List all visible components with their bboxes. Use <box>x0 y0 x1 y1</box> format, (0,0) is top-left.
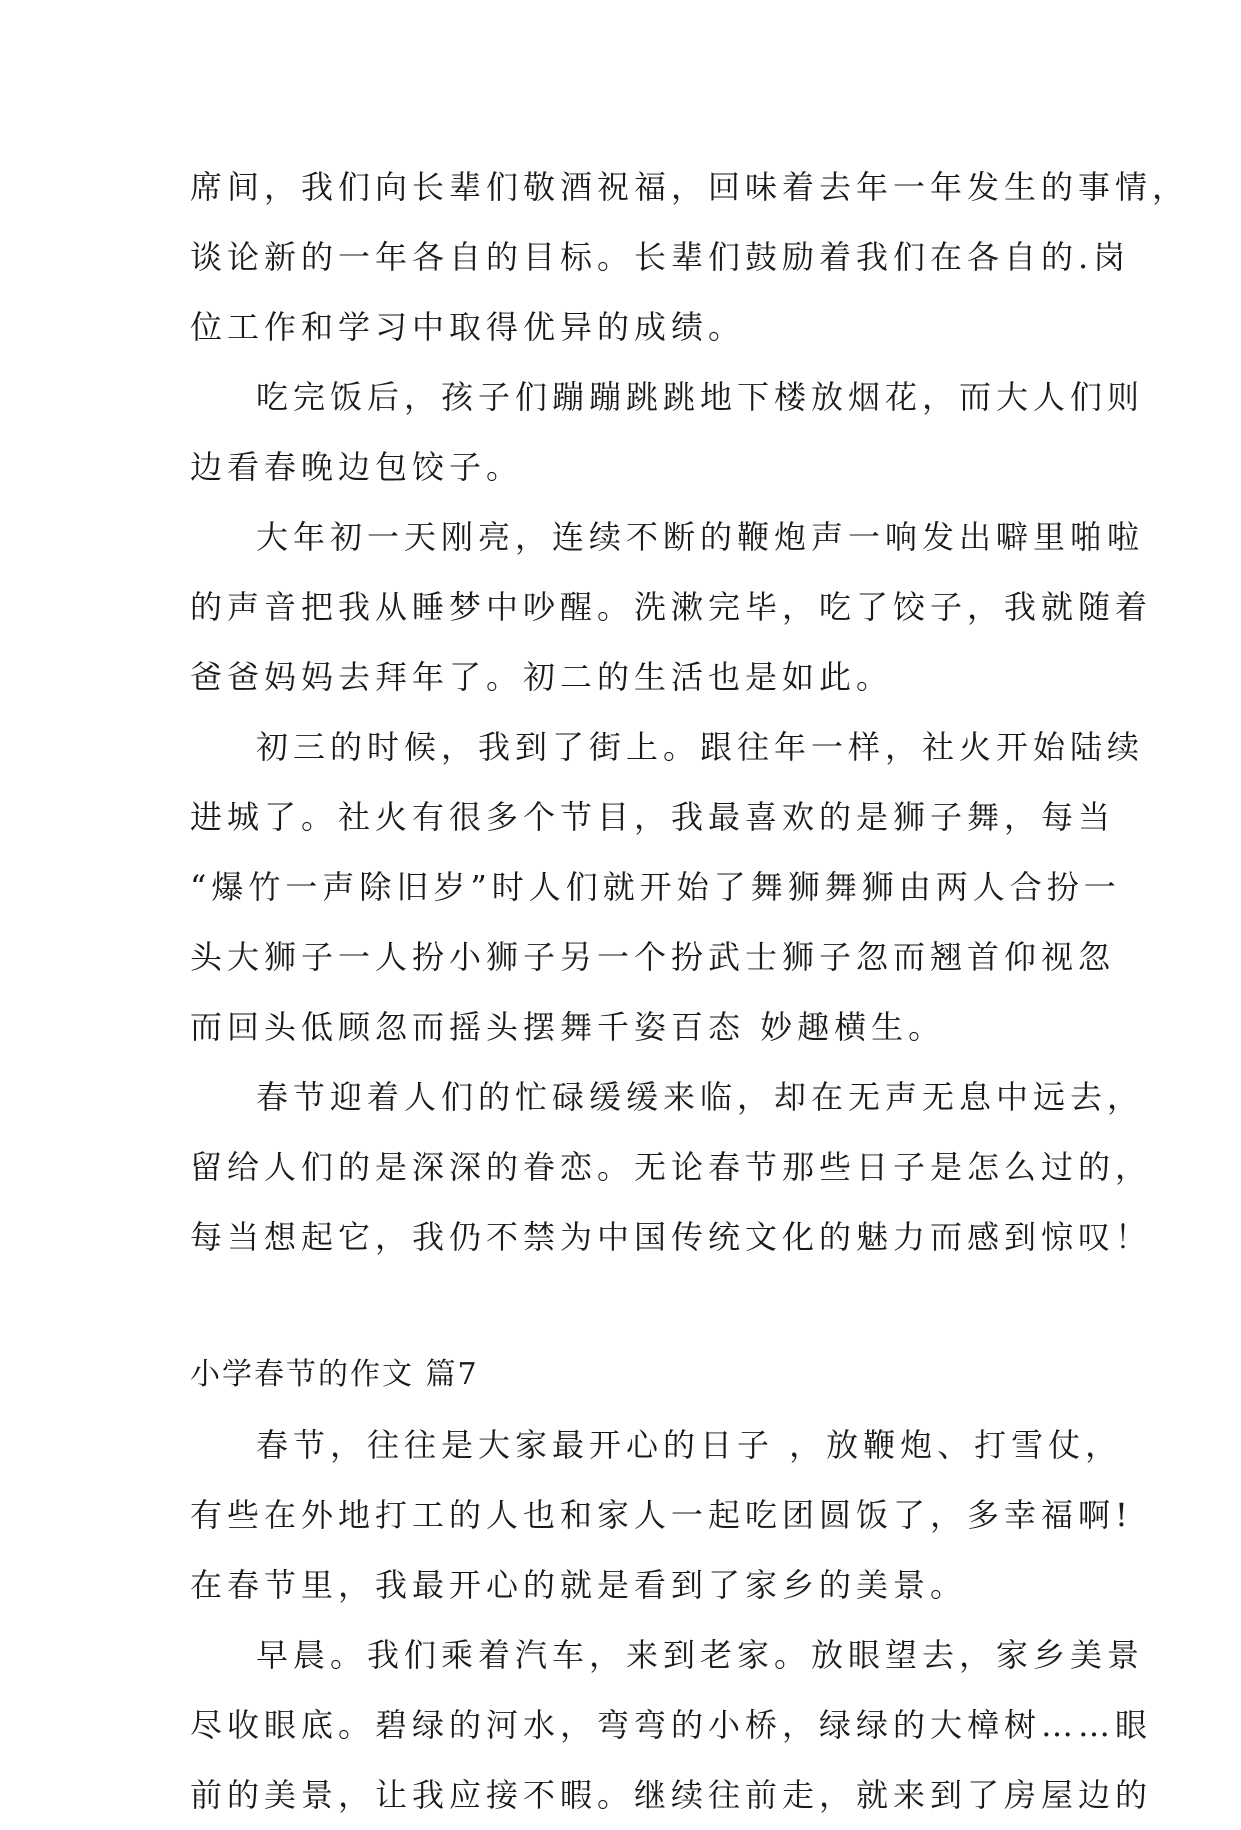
text-line: 在春节里，我最开心的就是看到了家乡的美景。 <box>190 1566 968 1604</box>
text-line: 有些在外地打工的人也和家人一起吃团圆饭了，多幸福啊! <box>190 1496 1133 1534</box>
text-line: 尽收眼底。碧绿的河水，弯弯的小桥，绿绿的大樟树……眼 <box>190 1706 1153 1744</box>
text-line: 每当想起它，我仍不禁为中国传统文化的魅力而感到惊叹！ <box>190 1218 1153 1256</box>
text-line: 头大狮子一人扮小狮子另一个扮武士狮子忽而翘首仰视忽 <box>190 938 1116 976</box>
text-line: 前的美景，让我应接不暇。继续往前走，就来到了房屋边的 <box>190 1776 1153 1814</box>
text-line: 席间，我们向长辈们敬酒祝福，回味着去年一年发生的事情， <box>190 168 1190 206</box>
text-line: 爸爸妈妈去拜年了。初二的生活也是如此。 <box>190 658 894 696</box>
paragraph-start-line: 春节，往往是大家最开心的日子 ，放鞭炮、打雪仗， <box>256 1426 1123 1464</box>
paragraph-start-line: 吃完饭后，孩子们蹦蹦跳跳地下楼放烟花，而大人们则 <box>256 378 1145 416</box>
text-line: 的声音把我从睡梦中吵醒。洗漱完毕，吃了饺子，我就随着 <box>190 588 1153 626</box>
text-line: 位工作和学习中取得优异的成绩。 <box>190 308 746 346</box>
text-line: 进城了。社火有很多个节目，我最喜欢的是狮子舞，每当 <box>190 798 1116 836</box>
paragraph-start-line: 春节迎着人们的忙碌缓缓来临，却在无声无息中远去， <box>256 1078 1145 1116</box>
paragraph-start-line: 初三的时候，我到了街上。跟往年一样，社火开始陆续 <box>256 728 1145 766</box>
section-gap <box>190 1272 1060 1340</box>
text-line: “爆竹一声除旧岁”时人们就开始了舞狮舞狮由两人合扮一 <box>190 868 1121 906</box>
text-line: 而回头低顾忽而摇头摆舞千姿百态 妙趣横生。 <box>190 1008 946 1046</box>
text-line: 边看春晚边包饺子。 <box>190 448 524 486</box>
text-line: 留给人们的是深深的眷恋。无论春节那些日子是怎么过的， <box>190 1148 1153 1186</box>
paragraph-start-line: 早晨。我们乘着汽车，来到老家。放眼望去，家乡美景 <box>256 1636 1145 1674</box>
document-body <box>190 152 1190 1830</box>
paragraph-start-line: 大年初一天刚亮，连续不断的鞭炮声一响发出噼里啪啦 <box>256 518 1145 556</box>
section-heading: 小学春节的作文 篇7 <box>190 1357 479 1392</box>
text-line: 谈论新的一年各自的目标。长辈们鼓励着我们在各自的.岗 <box>190 238 1131 276</box>
